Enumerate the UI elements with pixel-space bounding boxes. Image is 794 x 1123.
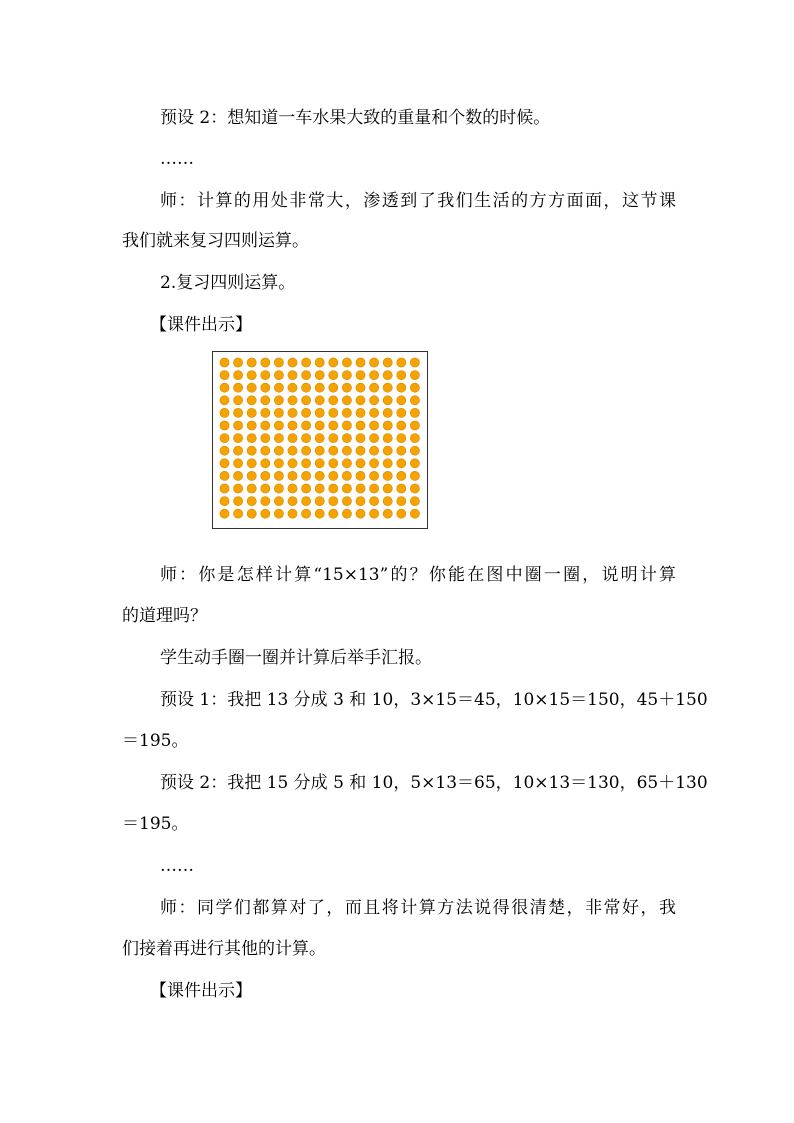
dot — [288, 484, 297, 493]
dot — [329, 497, 338, 506]
dot — [261, 459, 270, 468]
dot — [220, 371, 229, 380]
dot — [247, 446, 256, 455]
dot — [342, 446, 351, 455]
dot — [234, 408, 243, 417]
dot — [342, 358, 351, 367]
dot — [356, 434, 365, 443]
dot — [410, 509, 419, 518]
dot — [342, 459, 351, 468]
dot — [288, 434, 297, 443]
courseware-label-1: 【课件出示】 — [150, 315, 252, 335]
dot — [383, 396, 392, 405]
dot — [220, 358, 229, 367]
dot — [220, 396, 229, 405]
dot — [261, 446, 270, 455]
courseware-label-2: 【课件出示】 — [150, 981, 252, 1001]
dot — [315, 408, 324, 417]
dot — [247, 421, 256, 430]
dot — [274, 371, 283, 380]
dot — [315, 446, 324, 455]
dot — [370, 434, 379, 443]
ellipsis-1: …… — [160, 149, 194, 169]
preset-1-line-2: ＝195。 — [122, 731, 189, 751]
dot — [247, 484, 256, 493]
dot — [410, 371, 419, 380]
dot — [383, 358, 392, 367]
dot — [247, 371, 256, 380]
dot — [247, 471, 256, 480]
dot — [315, 434, 324, 443]
dot — [247, 459, 256, 468]
dot — [383, 497, 392, 506]
dot — [261, 484, 270, 493]
dot — [220, 471, 229, 480]
preset-2-line-1: 预设 2：我把 15 分成 5 和 10，5×13＝65，10×13＝130，65＋130 — [160, 773, 708, 793]
dot — [220, 434, 229, 443]
dot — [410, 421, 419, 430]
dot — [383, 371, 392, 380]
section-heading-review: 2.复习四则运算。 — [160, 273, 296, 293]
dot — [274, 471, 283, 480]
dot — [302, 383, 311, 392]
dot — [261, 471, 270, 480]
dot — [247, 396, 256, 405]
dot — [342, 497, 351, 506]
dot — [397, 396, 406, 405]
dot — [274, 484, 283, 493]
dot — [329, 459, 338, 468]
dot — [274, 446, 283, 455]
dot — [274, 396, 283, 405]
dot — [383, 471, 392, 480]
dot — [315, 396, 324, 405]
dot — [302, 484, 311, 493]
dot — [383, 459, 392, 468]
dot — [410, 358, 419, 367]
dot — [329, 446, 338, 455]
teacher-para-1-line-2: 我们就来复习四则运算。 — [122, 231, 309, 251]
dot — [356, 371, 365, 380]
dot — [342, 408, 351, 417]
dot — [302, 459, 311, 468]
dot — [397, 434, 406, 443]
dot — [342, 421, 351, 430]
dot — [370, 421, 379, 430]
dot — [342, 484, 351, 493]
dot — [410, 408, 419, 417]
dot — [288, 396, 297, 405]
dot — [370, 446, 379, 455]
dot — [234, 459, 243, 468]
dot — [234, 434, 243, 443]
dot — [302, 434, 311, 443]
dot — [383, 446, 392, 455]
dot — [315, 371, 324, 380]
dot — [383, 434, 392, 443]
dot — [315, 383, 324, 392]
dot — [370, 509, 379, 518]
dot — [329, 358, 338, 367]
dot — [247, 509, 256, 518]
dot — [234, 471, 243, 480]
dot-array-svg — [213, 352, 427, 528]
dot — [234, 421, 243, 430]
dot — [370, 497, 379, 506]
dot — [274, 421, 283, 430]
dot — [397, 459, 406, 468]
dot — [329, 396, 338, 405]
dot — [356, 383, 365, 392]
dot — [247, 358, 256, 367]
preset-1-line-1: 预设 1：我把 13 分成 3 和 10，3×15＝45，10×15＝150，45＋150 — [160, 690, 708, 710]
dot — [410, 396, 419, 405]
dot — [234, 383, 243, 392]
dot — [397, 383, 406, 392]
dot — [397, 484, 406, 493]
dot — [410, 497, 419, 506]
dot — [261, 497, 270, 506]
dot — [342, 471, 351, 480]
dot — [274, 408, 283, 417]
dot — [370, 371, 379, 380]
dot — [356, 358, 365, 367]
dot — [274, 434, 283, 443]
paragraph-preset-2-intro: 预设 2：想知道一车水果大致的重量和个数的时候。 — [160, 108, 551, 128]
dot — [247, 497, 256, 506]
dot — [288, 471, 297, 480]
dot — [234, 484, 243, 493]
dot — [288, 446, 297, 455]
dot — [370, 459, 379, 468]
dot — [234, 509, 243, 518]
dot — [397, 497, 406, 506]
dot — [356, 509, 365, 518]
dot-array-figure — [212, 351, 428, 529]
dot — [288, 383, 297, 392]
dot — [356, 396, 365, 405]
dot — [261, 421, 270, 430]
dot — [220, 408, 229, 417]
dot — [397, 371, 406, 380]
dot — [288, 358, 297, 367]
dot — [315, 497, 324, 506]
dot — [220, 497, 229, 506]
dot — [315, 471, 324, 480]
dot — [274, 509, 283, 518]
dot — [302, 371, 311, 380]
dot — [261, 434, 270, 443]
dot — [370, 408, 379, 417]
dot — [302, 408, 311, 417]
dot — [410, 459, 419, 468]
dot — [234, 446, 243, 455]
dot — [288, 497, 297, 506]
dot — [261, 396, 270, 405]
dot — [315, 459, 324, 468]
dot — [356, 446, 365, 455]
dot — [315, 421, 324, 430]
dot — [329, 408, 338, 417]
dot — [370, 383, 379, 392]
dot — [370, 396, 379, 405]
dot — [383, 421, 392, 430]
dot — [261, 358, 270, 367]
dot — [410, 471, 419, 480]
dot — [370, 484, 379, 493]
dot — [288, 509, 297, 518]
dot — [410, 434, 419, 443]
dot — [397, 408, 406, 417]
dot — [302, 509, 311, 518]
dot — [356, 497, 365, 506]
dot — [247, 434, 256, 443]
dot — [220, 446, 229, 455]
dot — [329, 383, 338, 392]
dot — [261, 371, 270, 380]
dot — [261, 408, 270, 417]
dot — [342, 509, 351, 518]
teacher-question-line-2: 的道理吗？ — [122, 606, 207, 626]
dot — [234, 371, 243, 380]
dot — [274, 383, 283, 392]
dot — [356, 421, 365, 430]
dot — [410, 484, 419, 493]
dot — [370, 358, 379, 367]
dot — [302, 421, 311, 430]
dot — [220, 509, 229, 518]
dot — [356, 459, 365, 468]
dot — [288, 421, 297, 430]
teacher-para-1-line-1: 师：计算的用处非常大，渗透到了我们生活的方方面面，这节课 — [160, 191, 676, 211]
dot — [247, 408, 256, 417]
dot — [342, 434, 351, 443]
dot — [356, 484, 365, 493]
dot — [220, 459, 229, 468]
dot — [397, 421, 406, 430]
dot — [302, 446, 311, 455]
student-activity: 学生动手圈一圈并计算后举手汇报。 — [160, 648, 432, 668]
dot — [329, 371, 338, 380]
dot — [329, 471, 338, 480]
dot — [397, 358, 406, 367]
dot — [234, 358, 243, 367]
dot — [410, 383, 419, 392]
teacher-praise-line-1: 师：同学们都算对了，而且将计算方法说得很清楚，非常好，我 — [160, 898, 676, 918]
dot — [261, 509, 270, 518]
dot — [342, 396, 351, 405]
dot — [356, 471, 365, 480]
dot — [329, 421, 338, 430]
dot — [274, 358, 283, 367]
dot — [302, 358, 311, 367]
dot — [383, 408, 392, 417]
dot — [220, 383, 229, 392]
dot — [274, 459, 283, 468]
dot — [274, 497, 283, 506]
dot — [397, 509, 406, 518]
dot — [342, 371, 351, 380]
dot — [370, 471, 379, 480]
dot — [220, 484, 229, 493]
dot — [329, 434, 338, 443]
dot — [397, 446, 406, 455]
preset-2-line-2: ＝195。 — [122, 814, 189, 834]
teacher-question-line-1: 师：你是怎样计算“15×13”的？你能在图中圈一圈，说明计算 — [160, 565, 676, 585]
dot — [383, 484, 392, 493]
dot — [383, 509, 392, 518]
dot — [302, 396, 311, 405]
dot — [302, 497, 311, 506]
dot — [356, 408, 365, 417]
dot — [342, 383, 351, 392]
dot — [288, 371, 297, 380]
dot — [261, 383, 270, 392]
dot — [234, 497, 243, 506]
dot — [288, 459, 297, 468]
dot — [234, 396, 243, 405]
dot — [329, 484, 338, 493]
dot — [315, 484, 324, 493]
dot — [315, 509, 324, 518]
dot — [383, 383, 392, 392]
dot — [288, 408, 297, 417]
dot — [329, 509, 338, 518]
dot — [315, 358, 324, 367]
dot — [247, 383, 256, 392]
teacher-praise-line-2: 们接着再进行其他的计算。 — [122, 939, 326, 959]
ellipsis-2: …… — [160, 856, 194, 876]
dot — [220, 421, 229, 430]
dot — [410, 446, 419, 455]
dot — [302, 471, 311, 480]
dot — [397, 471, 406, 480]
